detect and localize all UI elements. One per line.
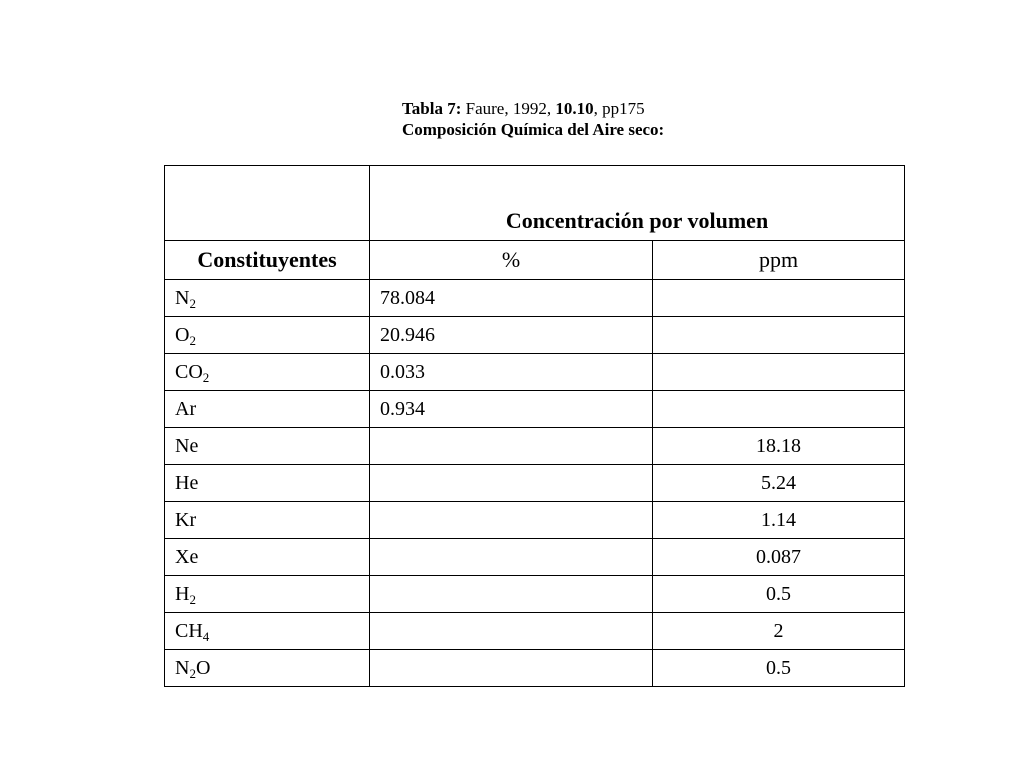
table-row <box>165 317 905 354</box>
formula-base: He <box>175 471 199 494</box>
formula-tail: O <box>195 656 211 679</box>
constituent-cell <box>165 354 370 391</box>
ppm-cell: 1.14 <box>653 502 905 539</box>
table-row <box>165 280 905 317</box>
caption-section: 10.10 <box>555 99 594 118</box>
table-row <box>165 354 905 391</box>
constituent-cell <box>165 613 370 650</box>
constituent-header: Constituyentes <box>165 241 370 280</box>
group-header-row <box>165 166 905 241</box>
formula-subscript: 4 <box>202 628 210 644</box>
table-row <box>165 428 905 465</box>
percent-cell <box>370 428 653 465</box>
table-body <box>165 166 905 687</box>
formula-base: O <box>175 323 190 346</box>
constituent-cell <box>165 391 370 428</box>
formula-base: N <box>175 656 190 679</box>
column-header-row <box>165 241 905 280</box>
caption-source: Faure, 1992, <box>461 99 556 118</box>
ppm-header: ppm <box>653 241 905 280</box>
constituent-cell <box>165 317 370 354</box>
constituent-cell <box>165 502 370 539</box>
percent-cell <box>370 650 653 687</box>
table-row <box>165 576 905 613</box>
percent-header: % <box>370 241 653 280</box>
ppm-cell: 0.5 <box>653 576 905 613</box>
table-row <box>165 391 905 428</box>
ppm-cell: 18.18 <box>653 428 905 465</box>
percent-cell <box>370 539 653 576</box>
formula-base: H <box>175 582 190 605</box>
ppm-cell: 0.5 <box>653 650 905 687</box>
table-row <box>165 465 905 502</box>
constituent-cell <box>165 280 370 317</box>
ppm-cell: 5.24 <box>653 465 905 502</box>
caption-line-1 <box>402 98 664 119</box>
formula-base: Ne <box>175 434 199 457</box>
percent-cell <box>370 502 653 539</box>
percent-cell <box>370 613 653 650</box>
constituent-cell <box>165 465 370 502</box>
ppm-cell: 0.087 <box>653 539 905 576</box>
empty-corner-cell <box>165 166 370 241</box>
formula-subscript: 2 <box>202 369 210 385</box>
table-row <box>165 539 905 576</box>
constituent-cell <box>165 650 370 687</box>
table-caption <box>402 98 664 140</box>
table-row <box>165 502 905 539</box>
formula-subscript: 2 <box>189 591 196 607</box>
percent-cell <box>370 465 653 502</box>
caption-title: Composición Química del Aire seco: <box>402 120 665 139</box>
table-row <box>165 613 905 650</box>
formula-subscript: 2 <box>189 332 196 348</box>
ppm-cell <box>653 280 905 317</box>
formula-base: Ar <box>175 397 197 420</box>
ppm-cell: 2 <box>653 613 905 650</box>
percent-cell: 0.934 <box>370 391 653 428</box>
formula-subscript: 2 <box>189 295 196 311</box>
ppm-cell <box>653 391 905 428</box>
concentration-header: Concentración por volumen <box>370 166 905 241</box>
formula-base: Xe <box>175 545 199 568</box>
constituent-cell <box>165 576 370 613</box>
percent-cell: 78.084 <box>370 280 653 317</box>
composition-table <box>164 165 905 687</box>
percent-cell: 20.946 <box>370 317 653 354</box>
percent-cell: 0.033 <box>370 354 653 391</box>
ppm-cell <box>653 317 905 354</box>
constituent-cell <box>165 428 370 465</box>
ppm-cell <box>653 354 905 391</box>
constituent-cell <box>165 539 370 576</box>
formula-base: CO <box>175 360 203 383</box>
caption-label: Tabla 7: <box>402 99 462 118</box>
table-row <box>165 650 905 687</box>
percent-cell <box>370 576 653 613</box>
formula-subscript: 2 <box>189 665 196 681</box>
formula-base: CH <box>175 619 203 642</box>
caption-line-2 <box>402 119 664 140</box>
formula-base: N <box>175 286 190 309</box>
caption-page: , pp175 <box>593 99 645 118</box>
formula-base: Kr <box>175 508 197 531</box>
